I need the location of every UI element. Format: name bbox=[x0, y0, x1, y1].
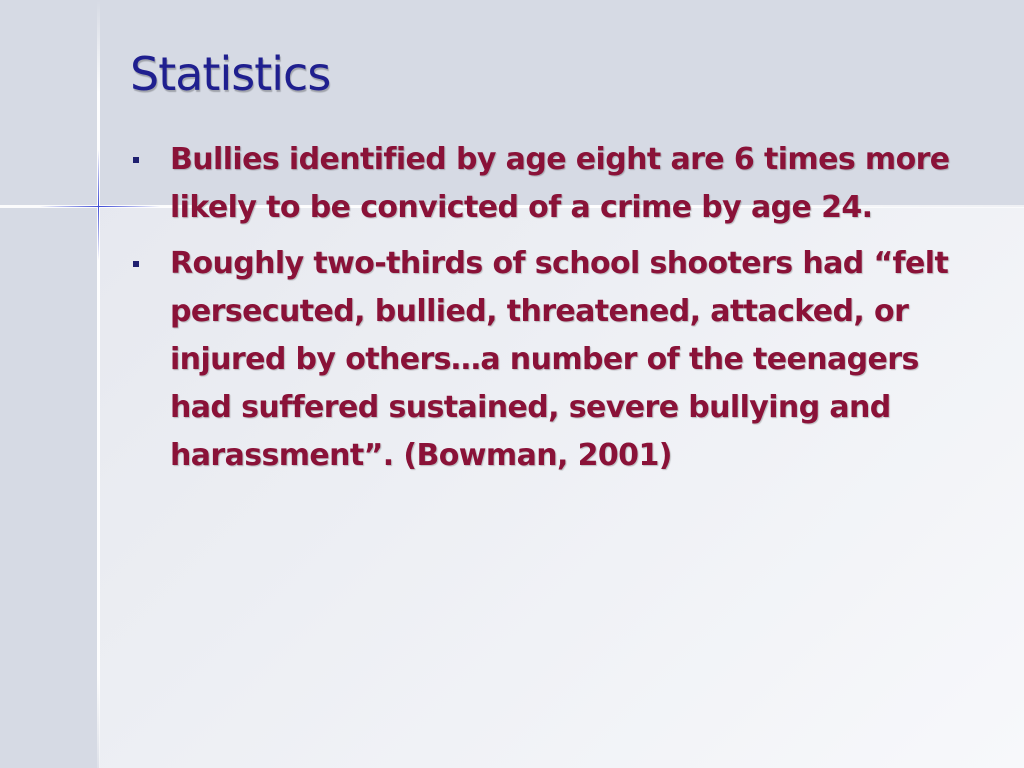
square-bullet-icon bbox=[133, 157, 139, 163]
slide-title: Statistics bbox=[130, 47, 331, 101]
bullet-item bbox=[130, 240, 970, 480]
vertical-divider-line bbox=[97, 0, 100, 768]
square-bullet-icon bbox=[133, 261, 139, 267]
bullet-text: Roughly two-thirds of school shooters had “felt persecuted, bullied, threatened, attacked, or injured by others…a number of the teenagers had suffered sustained, severe bullying and harassment”. (Bowman, 2001) bbox=[170, 246, 949, 473]
star-sparkle-icon-vertical bbox=[98, 150, 99, 260]
bullet-item bbox=[130, 136, 970, 232]
left-sidebar-band bbox=[0, 207, 99, 768]
bullet-list bbox=[130, 136, 970, 488]
bullet-text: Bullies identified by age eight are 6 times more likely to be convicted of a crime by age 24. bbox=[170, 142, 950, 225]
